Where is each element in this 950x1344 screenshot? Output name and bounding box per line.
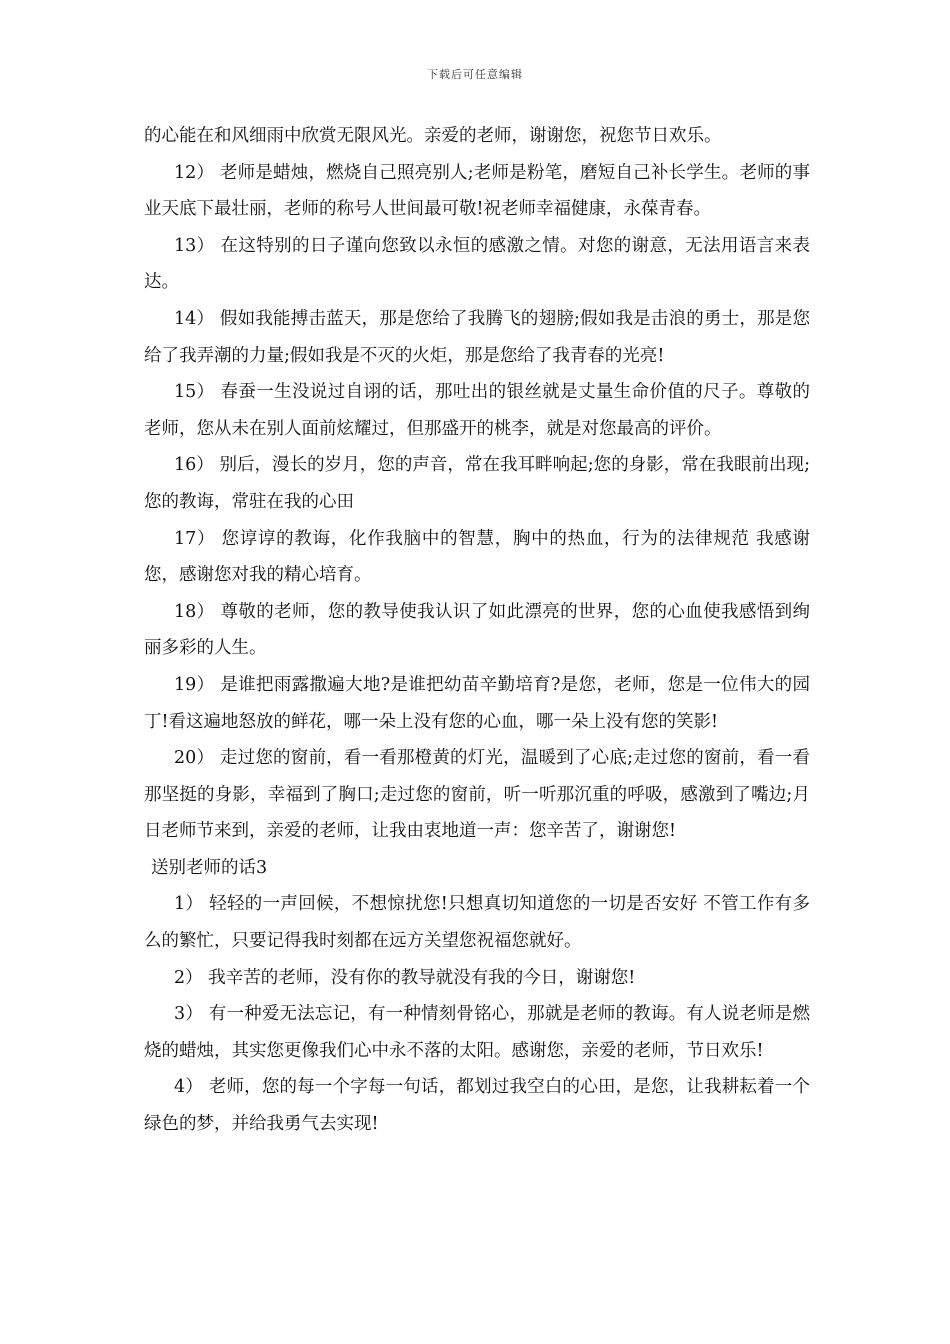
paragraph-item-20: 20） 走过您的窗前，看一看那橙黄的灯光，温暖到了心底;走过您的窗前，看一看那坚挺的身影，幸福到了胸口;走过您的窗前，听一听那沉重的呼吸，感激到了嘴边;月日老师节来到，亲爱的老师，让我由衷地道一声：您辛苦了，谢谢您! (144, 748, 810, 842)
paragraph-item-15: 15） 春蚕一生没说过自诩的话，那吐出的银丝就是丈量生命价值的尺子。尊敬的老师，您从未在别人面前炫耀过，但那盛开的桃李，就是对您最高的评价。 (144, 382, 810, 439)
section-paragraph-item-1: 1） 轻轻的一声回候，不想惊扰您!只想真切知道您的一切是否安好 不管工作有多么的繁忙，只要记得我时刻都在远方关望您祝福您就好。 (144, 894, 810, 952)
paragraph-item-12: 12） 老师是蜡烛，燃烧自己照亮别人;老师是粉笔，磨短自己补长学生。老师的事业天底下最壮丽，老师的称号人世间最可敬!祝老师幸福健康，永葆青春。 (144, 162, 810, 220)
paragraph-item-16: 16） 别后，漫长的岁月，您的声音，常在我耳畔响起;您的身影，常在我眼前出现;您的教诲，常驻在我的心田 (144, 455, 810, 512)
paragraph-continuation: 的心能在和风细雨中欣赏无限风光。亲爱的老师，谢谢您，祝您节日欢乐。 (144, 126, 722, 146)
paragraph-item-19: 19） 是谁把雨露撒遍大地?是谁把幼苗辛勤培育?是您，老师，您是一位伟大的园丁!看这遍地怒放的鲜花，哪一朵上没有您的心血，哪一朵上没有您的笑影! (144, 674, 810, 732)
section-paragraph-item-2: 2） 我辛苦的老师，没有你的教导就没有我的今日，谢谢您! (174, 967, 636, 988)
section-paragraph-item-4: 4） 老师，您的每一个字每一句话，都划过我空白的心田，是您，让我耕耘着一个绿色的梦，并给我勇气去实现! (144, 1077, 810, 1135)
section-paragraph-item-3: 3） 有一种爱无法忘记，有一种情刻骨铭心，那就是老师的教诲。有人说老师是燃烧的蜡烛，其实您更像我们心中永不落的太阳。感谢您，亲爱的老师，节日欢乐! (144, 1004, 810, 1061)
document-body (144, 118, 810, 1143)
section-title: 送别老师的话3 (151, 857, 268, 878)
paragraph-item-13: 13） 在这特别的日子谨向您致以永恒的感激之情。对您的谢意，无法用语言来表达。 (144, 235, 810, 293)
paragraph-item-18: 18） 尊敬的老师，您的教导使我认识了如此漂亮的世界，您的心血使我感悟到绚丽多彩的人生。 (144, 601, 810, 659)
page-header: 下载后可任意编辑 (427, 68, 523, 81)
paragraph-item-17: 17） 您谆谆的教诲，化作我脑中的智慧，胸中的热血，行为的法律规范 我感谢您，感谢您对我的精心培育。 (144, 528, 810, 586)
paragraph-item-14: 14） 假如我能搏击蓝天，那是您给了我腾飞的翅膀;假如我是击浪的勇士，那是您给了我弄潮的力量;假如我是不灭的火炬，那是您给了我青春的光亮! (144, 308, 810, 366)
